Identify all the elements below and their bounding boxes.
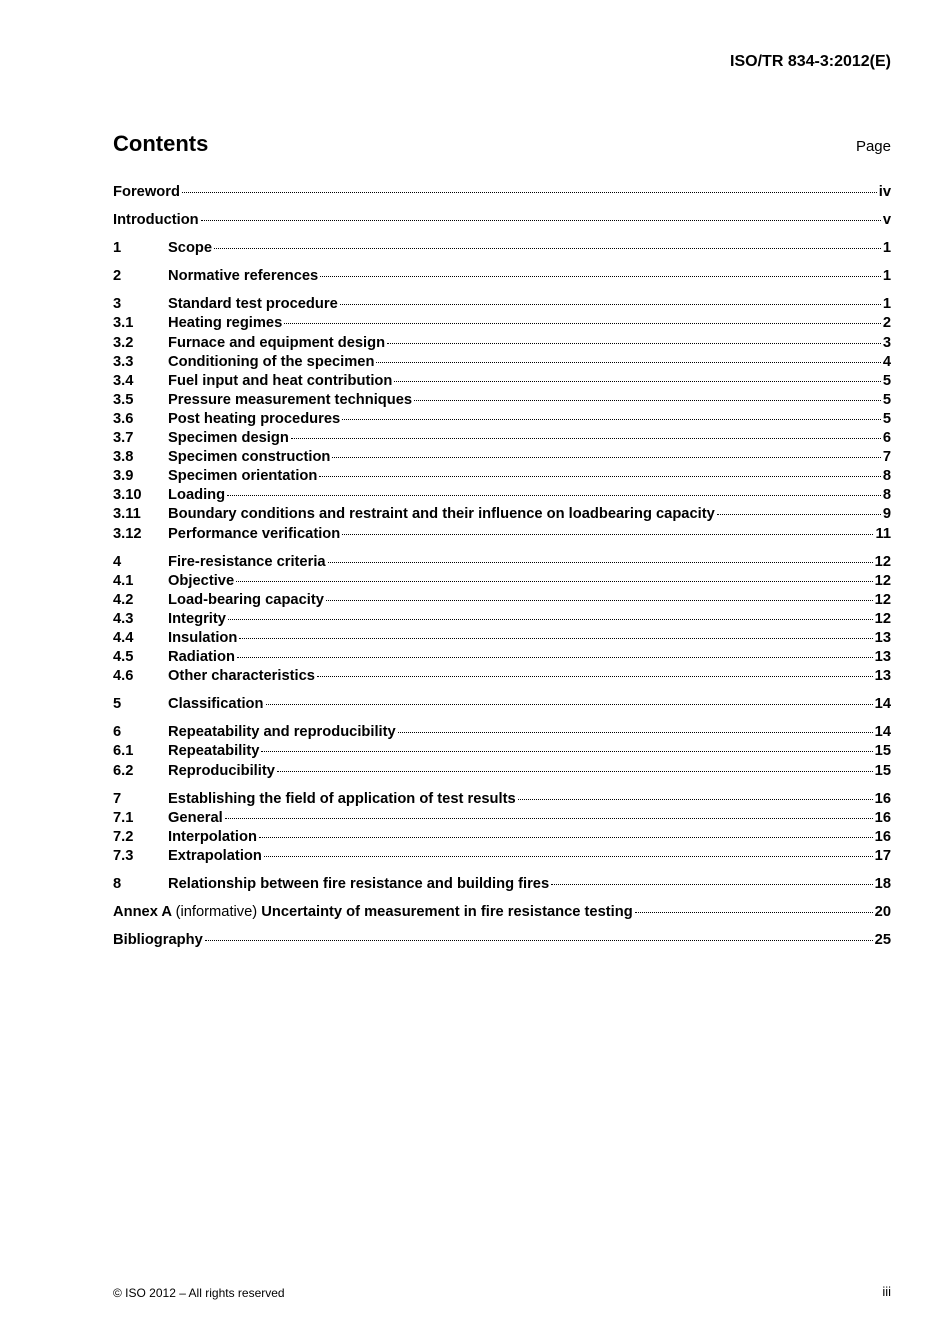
toc-entry-number: 6.1 [113, 743, 134, 760]
toc-entry-page: 5 [882, 410, 891, 427]
toc-leader [284, 323, 881, 324]
toc-entry-number: 7.3 [113, 847, 134, 864]
toc-entry-number: 7.2 [113, 828, 134, 845]
toc-entry-number: 3.8 [113, 449, 134, 466]
toc-entry-title: Bibliography [113, 932, 203, 949]
toc-entry-page: 18 [874, 876, 891, 892]
toc-entry-field-of-application[interactable] [113, 790, 891, 809]
toc-entry-title: Specimen design [168, 430, 289, 447]
toc-entry-page: 16 [874, 790, 891, 807]
toc-entry-title: Interpolation [168, 828, 257, 845]
toc-entry-title: Specimen orientation [168, 468, 318, 485]
toc-entry-title: Loading [168, 487, 226, 504]
toc-entry-page: 6 [882, 430, 891, 447]
toc-leader [237, 657, 873, 658]
toc-entry-repeatability[interactable] [113, 742, 891, 761]
toc-entry-title: Insulation [168, 629, 238, 646]
toc-leader [326, 600, 873, 601]
toc-entry-number: 3.2 [113, 334, 134, 351]
toc-entry-extrapolation[interactable] [113, 847, 891, 866]
toc-entry-page: 7 [882, 449, 891, 466]
toc-entry-number: 4.2 [113, 591, 134, 608]
toc-entry-title: Establishing the field of application of test results [168, 790, 516, 807]
toc-entry-title: Pressure measurement techniques [168, 391, 413, 408]
toc-entry-classification[interactable] [113, 695, 891, 714]
toc-entry-page: 4 [882, 353, 891, 370]
toc-leader [277, 771, 873, 772]
footer-page-number: iii [882, 1284, 891, 1299]
toc-entry-other-characteristics[interactable] [113, 667, 891, 686]
toc-entry-page: 12 [874, 553, 891, 570]
toc-entry-title: Post heating procedures [168, 410, 341, 427]
toc-entry-title: Normative references [168, 268, 319, 285]
toc-entry-title: Load-bearing capacity [168, 591, 324, 608]
toc-entry-number: 3.3 [113, 353, 134, 370]
toc-leader [320, 276, 881, 277]
toc-entry-title: Performance verification [168, 525, 341, 542]
toc-entry-page: 8 [882, 468, 891, 485]
toc-entry-page: 25 [874, 932, 891, 949]
toc-entry-number: 3.11 [113, 506, 141, 523]
toc-entry-page: 12 [874, 591, 891, 608]
toc-entry-performance-verification[interactable] [113, 525, 891, 544]
annex-qualifier: (informative) [175, 904, 258, 921]
toc-entry-number: 3.1 [113, 315, 134, 332]
toc-leader [717, 514, 881, 515]
toc-entry-number: 6 [113, 724, 122, 741]
toc-entry-boundary-conditions[interactable] [113, 505, 891, 524]
toc-entry-title: Integrity [168, 610, 226, 627]
toc-entry-specimen-design[interactable] [113, 429, 891, 448]
toc-leader [201, 220, 881, 221]
toc-entry-fuel-input-and-heat-contribution[interactable] [113, 372, 891, 391]
toc-entry-page: 14 [874, 696, 891, 713]
toc-leader [414, 400, 881, 401]
toc-entry-page: 17 [874, 847, 891, 864]
toc-entry-page: 11 [875, 525, 891, 542]
page-title: Contents [113, 131, 209, 156]
toc-leader [319, 476, 880, 477]
toc-leader [340, 304, 881, 305]
toc-entry-page: 15 [874, 743, 891, 760]
annex-title: Uncertainty of measurement in fire resistance testing [261, 904, 633, 921]
toc-entry-number: 8 [113, 876, 122, 892]
toc-entry-normative-references[interactable] [113, 267, 891, 286]
toc-leader [635, 912, 873, 913]
toc-leader [214, 248, 881, 249]
toc-entry-number: 3.6 [113, 410, 134, 427]
toc-entry-page: 2 [882, 315, 891, 332]
toc-entry-title: Scope [168, 240, 213, 257]
toc-leader [227, 495, 881, 496]
toc-entry-title: Introduction [113, 212, 199, 229]
toc-entry-number: 6.2 [113, 762, 134, 779]
toc-entry-page: 1 [882, 240, 891, 257]
toc-leader [332, 457, 880, 458]
toc-leader [328, 562, 873, 563]
toc-entry-title: Relationship between fire resistance and building fires [168, 876, 550, 892]
toc-entry-title: Fuel input and heat contribution [168, 372, 393, 389]
toc-entry-fire-resistance-and-building-fires[interactable] [113, 875, 891, 894]
toc-entry-page: 13 [874, 649, 891, 666]
toc-entry-page: 8 [882, 487, 891, 504]
toc-entry-title: Boundary conditions and restraint and their influence on loadbearing capacity [168, 506, 715, 523]
toc-leader [228, 619, 873, 620]
toc-entry-number: 3.5 [113, 391, 134, 408]
toc-entry-page: 20 [874, 904, 891, 921]
toc-entry-page: 1 [882, 268, 891, 285]
toc-entry-title [113, 903, 633, 922]
toc-leader [376, 362, 880, 363]
toc-entry-title: Standard test procedure [168, 296, 338, 313]
toc-entry-page: 15 [874, 762, 891, 779]
page-column-label: Page [855, 138, 891, 155]
toc-entry-page: 5 [882, 391, 891, 408]
toc-entry-number: 4.5 [113, 649, 134, 666]
footer-copyright: © ISO 2012 – All rights reserved [113, 1286, 285, 1300]
toc-leader [259, 837, 873, 838]
toc-entry-reproducibility[interactable] [113, 762, 891, 781]
toc-entry-title: General [168, 809, 223, 826]
toc-leader [317, 676, 873, 677]
toc-entry-title: Other characteristics [168, 668, 315, 685]
toc-entry-page: 12 [874, 610, 891, 627]
toc-entry-objective[interactable] [113, 572, 891, 591]
toc-entry-title: Repeatability [168, 743, 260, 760]
toc-entry-page: 5 [882, 372, 891, 389]
toc-entry-number: 4.4 [113, 629, 134, 646]
annex-prefix: Annex A [113, 904, 172, 921]
toc-entry-radiation[interactable] [113, 648, 891, 667]
toc-entry-page: 1 [882, 296, 891, 313]
toc-leader [291, 438, 881, 439]
toc-entry-annex-a[interactable] [113, 903, 891, 922]
toc-entry-page: 16 [874, 809, 891, 826]
toc-leader [236, 581, 873, 582]
toc-entry-load-bearing-capacity[interactable] [113, 591, 891, 610]
toc-entry-specimen-orientation[interactable] [113, 467, 891, 486]
toc-entry-interpolation[interactable] [113, 828, 891, 847]
toc-entry-number: 2 [113, 268, 122, 285]
toc-entry-page: v [882, 212, 891, 229]
toc-entry-number: 3.4 [113, 372, 134, 389]
toc-entry-page: 12 [874, 572, 891, 589]
toc-entry-page: 16 [874, 828, 891, 845]
toc-entry-title: Repeatability and reproducibility [168, 724, 396, 741]
toc-entry-number: 4.1 [113, 572, 134, 589]
toc-entry-standard-test-procedure[interactable] [113, 295, 891, 314]
toc-entry-title: Extrapolation [168, 847, 262, 864]
toc-entry-number: 7 [113, 790, 122, 807]
toc-entry-bibliography[interactable] [113, 931, 891, 950]
toc-leader [225, 818, 873, 819]
toc-entry-title: Conditioning of the specimen [168, 353, 375, 370]
toc-entry-page: 13 [874, 629, 891, 646]
toc-entry-page: 13 [874, 668, 891, 685]
table-of-contents [113, 183, 891, 950]
toc-entry-loading[interactable] [113, 486, 891, 505]
toc-leader [182, 192, 877, 193]
toc-entry-furnace-and-equipment-design[interactable] [113, 334, 891, 353]
toc-leader [394, 381, 880, 382]
toc-leader [264, 856, 873, 857]
toc-entry-introduction[interactable] [113, 211, 891, 230]
toc-entry-title: Fire-resistance criteria [168, 553, 326, 570]
toc-entry-repeatability-and-reproducibility[interactable] [113, 723, 891, 742]
toc-entry-title: Radiation [168, 649, 235, 666]
toc-entry-page: 3 [882, 334, 891, 351]
toc-entry-page: iv [878, 184, 891, 200]
toc-entry-integrity[interactable] [113, 610, 891, 629]
toc-entry-title: Heating regimes [168, 315, 283, 332]
toc-entry-number: 4.3 [113, 610, 134, 627]
toc-leader [518, 799, 873, 800]
toc-entry-number: 3.12 [113, 525, 142, 542]
toc-entry-foreword[interactable] [113, 183, 891, 202]
toc-entry-heating-regimes[interactable] [113, 314, 891, 333]
toc-entry-general[interactable] [113, 809, 891, 828]
toc-leader [261, 751, 872, 752]
toc-leader [205, 940, 873, 941]
toc-entry-number: 7.1 [113, 809, 134, 826]
toc-entry-title: Classification [168, 696, 264, 713]
toc-entry-number: 5 [113, 696, 122, 713]
toc-leader [342, 534, 873, 535]
toc-entry-title: Reproducibility [168, 762, 275, 779]
toc-leader [551, 884, 873, 885]
toc-entry-number: 4.6 [113, 668, 134, 685]
toc-leader [387, 343, 881, 344]
toc-entry-title: Objective [168, 572, 235, 589]
toc-entry-title: Specimen construction [168, 449, 331, 466]
toc-entry-number: 3.10 [113, 487, 142, 504]
toc-entry-number: 1 [113, 240, 122, 257]
toc-entry-specimen-construction[interactable] [113, 448, 891, 467]
toc-entry-conditioning-of-the-specimen[interactable] [113, 353, 891, 372]
document-id: ISO/TR 834-3:2012(E) [730, 53, 891, 70]
toc-leader [239, 638, 872, 639]
toc-entry-number: 3.7 [113, 430, 134, 447]
toc-entry-title: Furnace and equipment design [168, 334, 386, 351]
toc-entry-title: Foreword [113, 184, 180, 200]
toc-entry-insulation[interactable] [113, 629, 891, 648]
toc-entry-number: 3 [113, 296, 122, 313]
toc-entry-scope[interactable] [113, 239, 891, 258]
toc-entry-page: 9 [882, 506, 891, 523]
toc-entry-number: 4 [113, 553, 122, 570]
toc-leader [342, 419, 881, 420]
toc-leader [266, 704, 873, 705]
toc-entry-page: 14 [874, 724, 891, 741]
toc-entry-fire-resistance-criteria[interactable] [113, 553, 891, 572]
toc-leader [398, 732, 873, 733]
toc-entry-post-heating-procedures[interactable] [113, 410, 891, 429]
toc-entry-pressure-measurement-techniques[interactable] [113, 391, 891, 410]
toc-entry-number: 3.9 [113, 468, 134, 485]
